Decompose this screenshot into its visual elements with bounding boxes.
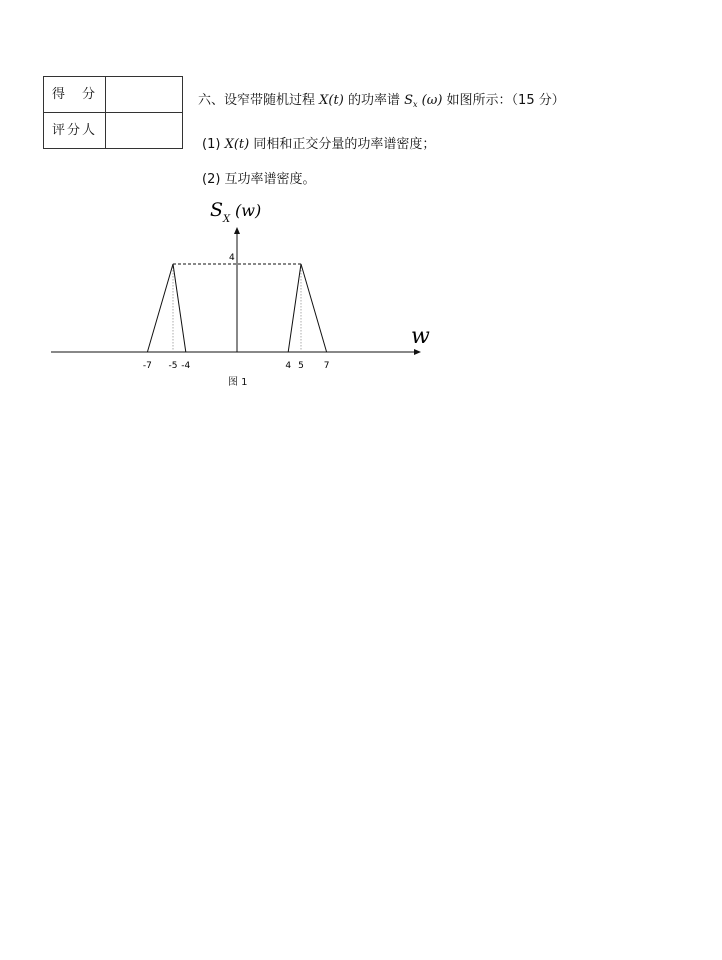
spectrum-arg: (ω) [421,93,443,108]
question-part-2: (2) 互功率谱密度。 [202,172,316,187]
grader-row [44,113,182,149]
process-arg: (t) [328,93,344,108]
spectrum-subscript: x [413,100,418,109]
grader-cell[interactable] [106,113,182,149]
part1-number: (1) [202,137,221,152]
question-middle: 的功率谱 [347,93,400,108]
score-cell[interactable] [106,77,182,112]
part1-process-symbol: X [224,137,234,152]
x-tick-label: -7 [142,361,152,371]
process-symbol: X [319,93,329,108]
y-axis-label-s: S [210,199,224,221]
x-tick-label: -5 [168,361,178,371]
spectrum-figure [0,190,440,375]
question-prefix: 六、设窄带随机过程 [198,93,316,108]
grader-label: 评分人 [44,113,106,149]
score-row [44,77,182,113]
part1-text: 同相和正交分量的功率谱密度； [253,137,436,152]
spectrum-lobe-1 [147,264,185,352]
x-tick-label: 4 [285,361,292,371]
figure-caption: 图 1 [228,377,248,388]
tick-labels [143,361,330,371]
x-axis-label: w [411,324,430,349]
part1-process-arg: (t) [233,137,250,152]
spectrum-lobe-2 [288,264,326,352]
question-part-1 [202,133,435,152]
spectrum-symbol: S [404,93,413,108]
score-table [43,76,183,149]
y-axis-label-sub: X [223,214,231,225]
x-tick-label: 5 [298,361,304,371]
x-tick-label: 7 [323,361,330,371]
peak-label: 4 [229,253,235,263]
question-title [198,89,565,109]
score-label: 得 分 [44,77,106,112]
question-suffix: 如图所示：（15 分） [446,93,565,108]
y-axis-label-arg: (w) [235,201,262,220]
x-tick-label: -4 [181,361,191,371]
